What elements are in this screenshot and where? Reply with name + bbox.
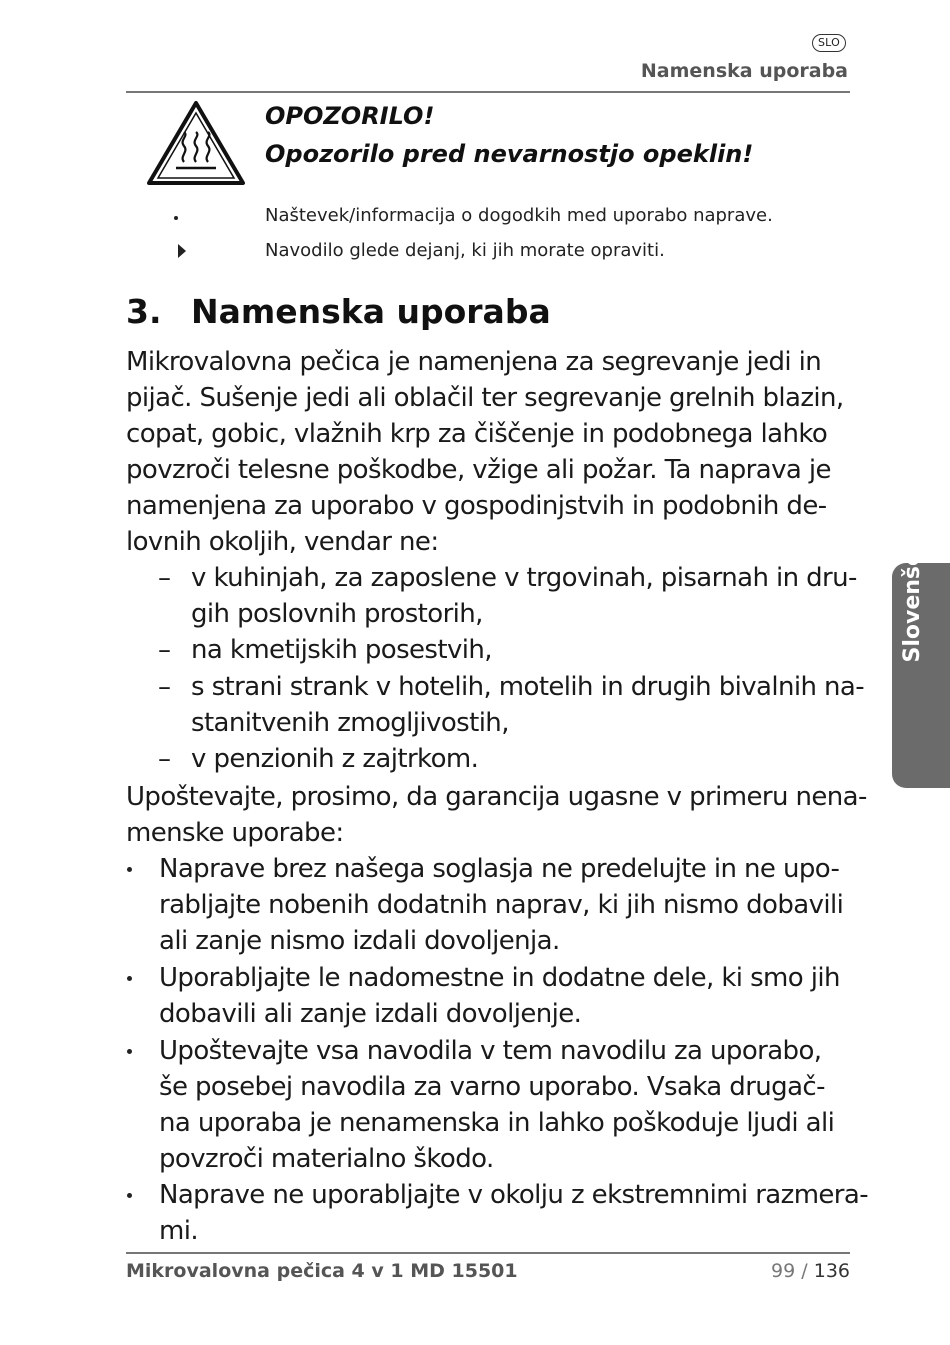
bullet-icon: [127, 976, 132, 981]
list-item-text: gih poslovnih prostorih,: [191, 599, 483, 629]
bullet-item-text: mi.: [159, 1216, 199, 1246]
bullet-item-text: Naprave ne uporabljajte v okolju z ekstremnimi razmera-: [159, 1180, 869, 1210]
bullet-item-text: še posebej navodila za varno uporabo. Vsaka drugač-: [159, 1072, 825, 1102]
bullet-icon: [127, 867, 132, 872]
bullet-item-text: Naprave brez našega soglasja ne predelujte in ne upo-: [159, 854, 840, 884]
note-line: menske uporabe:: [126, 818, 344, 848]
bullet-item-text: ali zanje nismo izdali dovoljenja.: [159, 926, 560, 956]
side-tab-label: Slovenščina: [900, 514, 925, 663]
warning-title: OPOZORILO!: [265, 102, 435, 130]
list-item-text: stanitvenih zmogljivostih,: [191, 708, 509, 738]
dash-marker: –: [158, 563, 171, 593]
bullet-icon: [174, 216, 178, 220]
hot-surface-warning-icon: [146, 100, 246, 186]
list-item-text: na kmetijskih posestvih,: [191, 635, 492, 665]
footer-product-name: Mikrovalovna pečica 4 v 1 MD 15501: [126, 1260, 518, 1282]
triangle-right-icon: [178, 244, 186, 258]
page-number: 99: [771, 1260, 796, 1282]
page-separator: /: [801, 1260, 808, 1282]
legend-text: Navodilo glede dejanj, ki jih morate opraviti.: [265, 240, 665, 261]
footer-divider: [126, 1252, 850, 1254]
intro-line: lovnih okoljih, vendar ne:: [126, 527, 439, 557]
section-heading: [126, 292, 551, 331]
page-indicator: [771, 1260, 850, 1282]
intro-line: copat, gobic, vlažnih krp za čiščenje in podobnega lahko: [126, 419, 828, 449]
intro-line: pijač. Sušenje jedi ali oblačil ter segrevanje grelnih blazin,: [126, 383, 844, 413]
warning-text: Opozorilo pred nevarnostjo opeklin!: [265, 140, 754, 168]
bullet-item-text: povzroči materialno škodo.: [159, 1144, 494, 1174]
page-total: 136: [813, 1260, 850, 1282]
intro-line: povzroči telesne poškodbe, vžige ali požar. Ta naprava je: [126, 455, 831, 485]
dash-marker: –: [158, 744, 171, 774]
section-number: 3.: [126, 292, 162, 331]
legend-text: Naštevek/informacija o dogodkih med uporabo naprave.: [265, 205, 773, 226]
intro-line: Mikrovalovna pečica je namenjena za segrevanje jedi in: [126, 347, 822, 377]
header-section-title: Namenska uporaba: [640, 60, 848, 82]
note-line: Upoštevajte, prosimo, da garancija ugasne v primeru nena-: [126, 782, 867, 812]
list-item-text: v penzionih z zajtrkom.: [191, 744, 479, 774]
list-item-text: s strani strank v hotelih, motelih in drugih bivalnih na-: [191, 672, 865, 702]
header-divider: [126, 91, 850, 93]
bullet-item-text: Upoštevajte vsa navodila v tem navodilu za uporabo,: [159, 1036, 822, 1066]
dash-marker: –: [158, 635, 171, 665]
list-item-text: v kuhinjah, za zaposlene v trgovinah, pisarnah in dru-: [191, 563, 857, 593]
intro-line: namenjena za uporabo v gospodinjstvih in podobnih de-: [126, 491, 827, 521]
bullet-icon: [127, 1193, 132, 1198]
bullet-item-text: na uporaba je nenamenska in lahko poškoduje ljudi ali: [159, 1108, 835, 1138]
language-badge: SLO: [812, 34, 846, 52]
language-side-tab: [892, 514, 950, 788]
bullet-item-text: rabljajte nobenih dodatnih naprav, ki jih nismo dobavili: [159, 890, 844, 920]
section-title: Namenska uporaba: [191, 292, 551, 331]
bullet-icon: [127, 1049, 132, 1054]
bullet-item-text: dobavili ali zanje izdali dovoljenje.: [159, 999, 582, 1029]
bullet-item-text: Uporabljajte le nadomestne in dodatne dele, ki smo jih: [159, 963, 840, 993]
dash-marker: –: [158, 672, 171, 702]
